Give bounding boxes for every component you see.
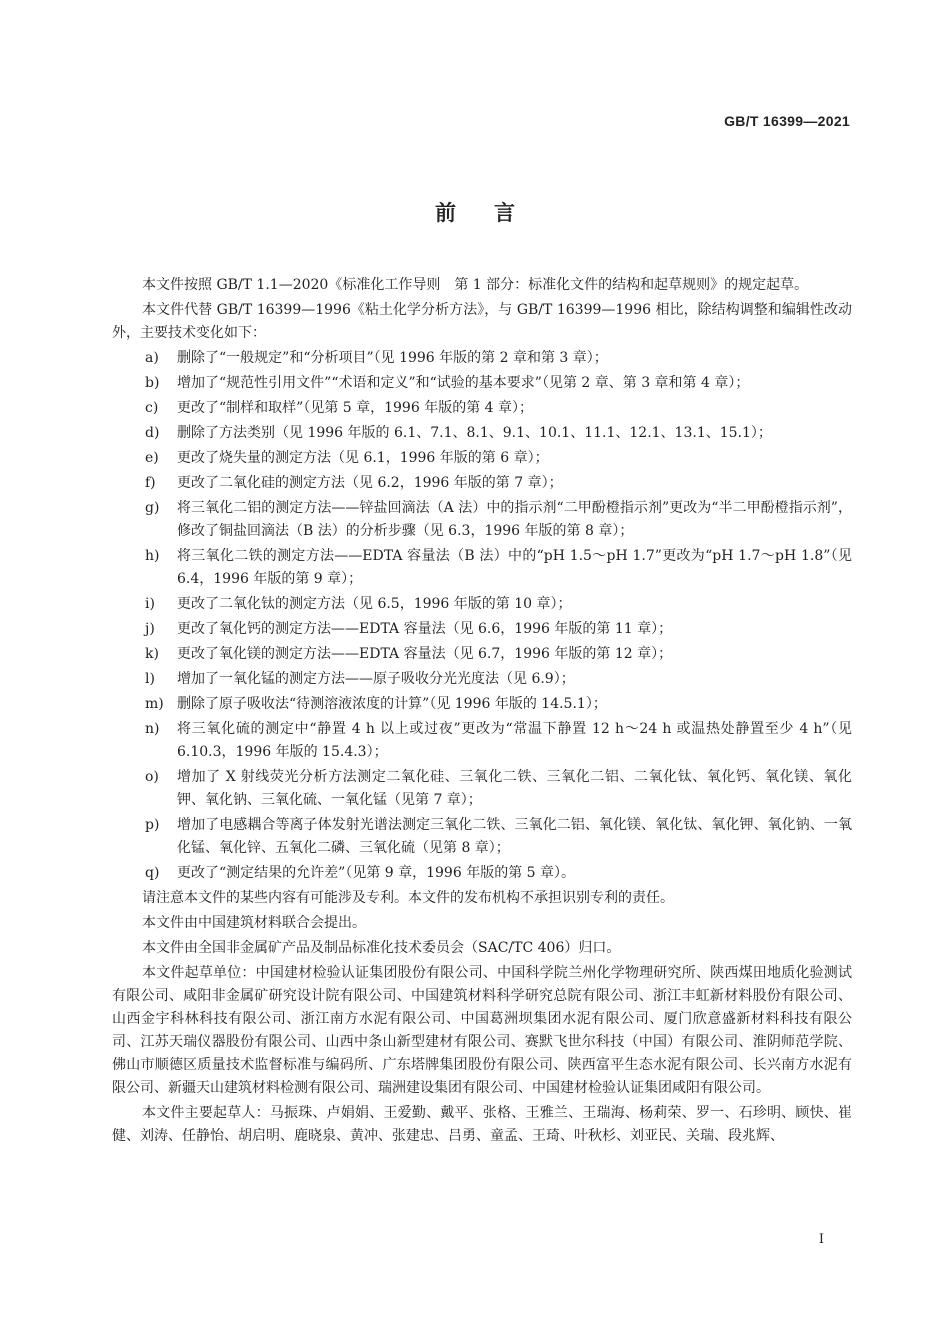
list-text: 删除了原子吸收法“待测溶液浓度的计算”（见 1996 年版的 14.5.1）； [177,696,607,712]
list-marker: p) [145,817,160,833]
document-body [112,274,852,1150]
list-item [112,718,852,764]
list-item [112,397,852,420]
list-text: 删除了“一般规定”和“分析项目”（见 1996 年版的第 2 章和第 3 章）； [177,350,608,366]
list-marker: h) [145,548,160,564]
list-item [112,545,852,591]
list-marker: j) [145,621,155,637]
list-text: 更改了二氧化钛的测定方法（见 6.5，1996 年版的第 10 章）； [177,596,572,612]
list-text: 增加了 X 射线荧光分析方法测定二氧化硅、三氧化二铁、三氧化二铝、二氧化钛、氧化钙、氧化镁、氧化钾、氧化钠、三氧化硫、一氧化锰（见第 7 章）； [177,769,852,808]
list-item [112,497,852,543]
list-marker: m) [145,696,164,712]
drafters-paragraph: 本文件主要起草人：马振珠、卢娟娟、王爱勤、戴平、张格、王雅兰、王瑞海、杨莉荣、罗一、石珍明、顾快、崔健、刘涛、任静怡、胡启明、鹿晓泉、黄冲、张建忠、吕勇、童孟、王琦、叶秋杉、刘亚民、关瑞、段兆辉、 [112,1105,852,1144]
list-item [112,372,852,395]
list-text: 更改了二氧化硅的测定方法（见 6.2，1996 年版的第 7 章）； [177,475,563,491]
list-item [112,472,852,495]
list-text: 更改了氧化镁的测定方法——EDTA 容量法（见 6.7，1996 年版的第 12 章）； [177,646,673,662]
list-marker: n) [145,721,160,737]
list-text: 增加了电感耦合等离子体发射光谱法测定三氧化二铁、三氧化二铝、氧化镁、氧化钛、氧化钾、氧化钠、一氧化锰、氧化锌、五氧化二磷、三氧化硫（见第 8 章）； [177,817,852,856]
list-marker: o) [145,769,159,785]
list-text: 更改了“测定结果的允许差”（见第 9 章，1996 年版的第 5 章）。 [177,865,576,881]
list-marker: d) [145,425,160,441]
list-text: 将三氧化二铁的测定方法——EDTA 容量法（B 法）中的“pH 1.5～pH 1.7”更改为“pH 1.7～pH 1.8”（见 6.4，1996 年版的第 9 章）； [177,548,852,587]
list-text: 更改了“制样和取样”（见第 5 章，1996 年版的第 4 章）； [177,400,534,416]
list-marker: k) [145,646,159,662]
list-item [112,422,852,445]
list-text: 增加了一氧化锰的测定方法——原子吸收分光光度法（见 6.9）； [177,671,575,687]
committee-paragraph: 本文件由全国非金属矿产品及制品标准化技术委员会（SAC/TC 406）归口。 [142,940,621,956]
list-text: 更改了氧化钙的测定方法——EDTA 容量法（见 6.6，1996 年版的第 11 章）； [177,621,673,637]
list-text: 将三氧化二铝的测定方法——锌盐回滴法（A 法）中的指示剂“二甲酚橙指示剂”更改为“半二甲酚橙指示剂”，修改了铜盐回滴法（B 法）的分析步骤（见 6.3，1996 年版的第 8 章）； [177,500,852,539]
list-item [112,643,852,666]
list-text: 增加了“规范性引用文件”“术语和定义”和“试验的基本要求”（见第 2 章、第 3 章和第 4 章）； [177,375,750,391]
list-marker: l) [145,671,155,687]
list-item [112,862,852,885]
list-item [112,766,852,812]
list-item [112,618,852,641]
intro-paragraph: 本文件按照 GB/T 1.1—2020《标准化工作导则 第 1 部分：标准化文件的结构和起草规则》的规定起草。 [142,277,809,293]
list-text: 将三氧化硫的测定中“静置 4 h 以上或过夜”更改为“常温下静置 12 h～24 h 或温热处静置至少 4 h”（见 6.10.3，1996 年版的 15.4.3）； [177,721,852,760]
list-item [112,814,852,860]
list-item [112,347,852,370]
list-marker: q) [145,865,160,881]
list-item [112,693,852,716]
list-marker: f) [145,475,156,491]
list-marker: c) [145,400,159,416]
intro-paragraph: 本文件代替 GB/T 16399—1996《粘土化学分析方法》，与 GB/T 16399—1996 相比，除结构调整和编辑性改动外，主要技术变化如下： [112,302,852,341]
list-item [112,668,852,691]
list-marker: g) [145,500,160,516]
page-number: I [818,1232,824,1247]
change-list [112,347,852,885]
list-marker: e) [145,450,159,466]
list-text: 更改了烧失量的测定方法（见 6.1，1996 年版的第 6 章）； [177,450,549,466]
list-marker: b) [145,375,160,391]
drafting-units-paragraph: 本文件起草单位：中国建材检验认证集团股份有限公司、中国科学院兰州化学物理研究所、陕西煤田地质化验测试有限公司、咸阳非金属矿研究设计院有限公司、中国建筑材料科学研究总院有限公司、浙江丰虹新材料股份有限公司、山西金宇科林科技有限公司、浙江南方水泥有限公司、中国葛洲坝集团水泥有限公司、厦门欣意盛新材料科技有限公司、江苏天瑞仪器股份有限公司、山西中条山新型建材有限公司、赛默飞世尔科技（中国）有限公司、淮阴师范学院、佛山市顺德区质量技术监督标准与编码所、广东塔牌集团股份有限公司、陕西富平生态水泥有限公司、长兴南方水泥有限公司、新疆天山建筑材料检测有限公司、瑞洲建设集团有限公司、中国建材检验认证集团咸阳有限公司。 [112,965,852,1096]
list-marker: i) [145,596,155,612]
standard-code: GB/T 16399—2021 [724,113,850,129]
list-item [112,447,852,470]
list-item [112,593,852,616]
proposer-paragraph: 本文件由中国建筑材料联合会提出。 [142,915,366,931]
list-marker: a) [145,350,159,366]
list-text: 删除了方法类别（见 1996 年版的 6.1、7.1、8.1、9.1、10.1、11.1、12.1、13.1、15.1）； [177,425,772,441]
page-title: 前言 [435,201,553,225]
patent-notice: 请注意本文件的某些内容有可能涉及专利。本文件的发布机构不承担识别专利的责任。 [142,890,674,906]
